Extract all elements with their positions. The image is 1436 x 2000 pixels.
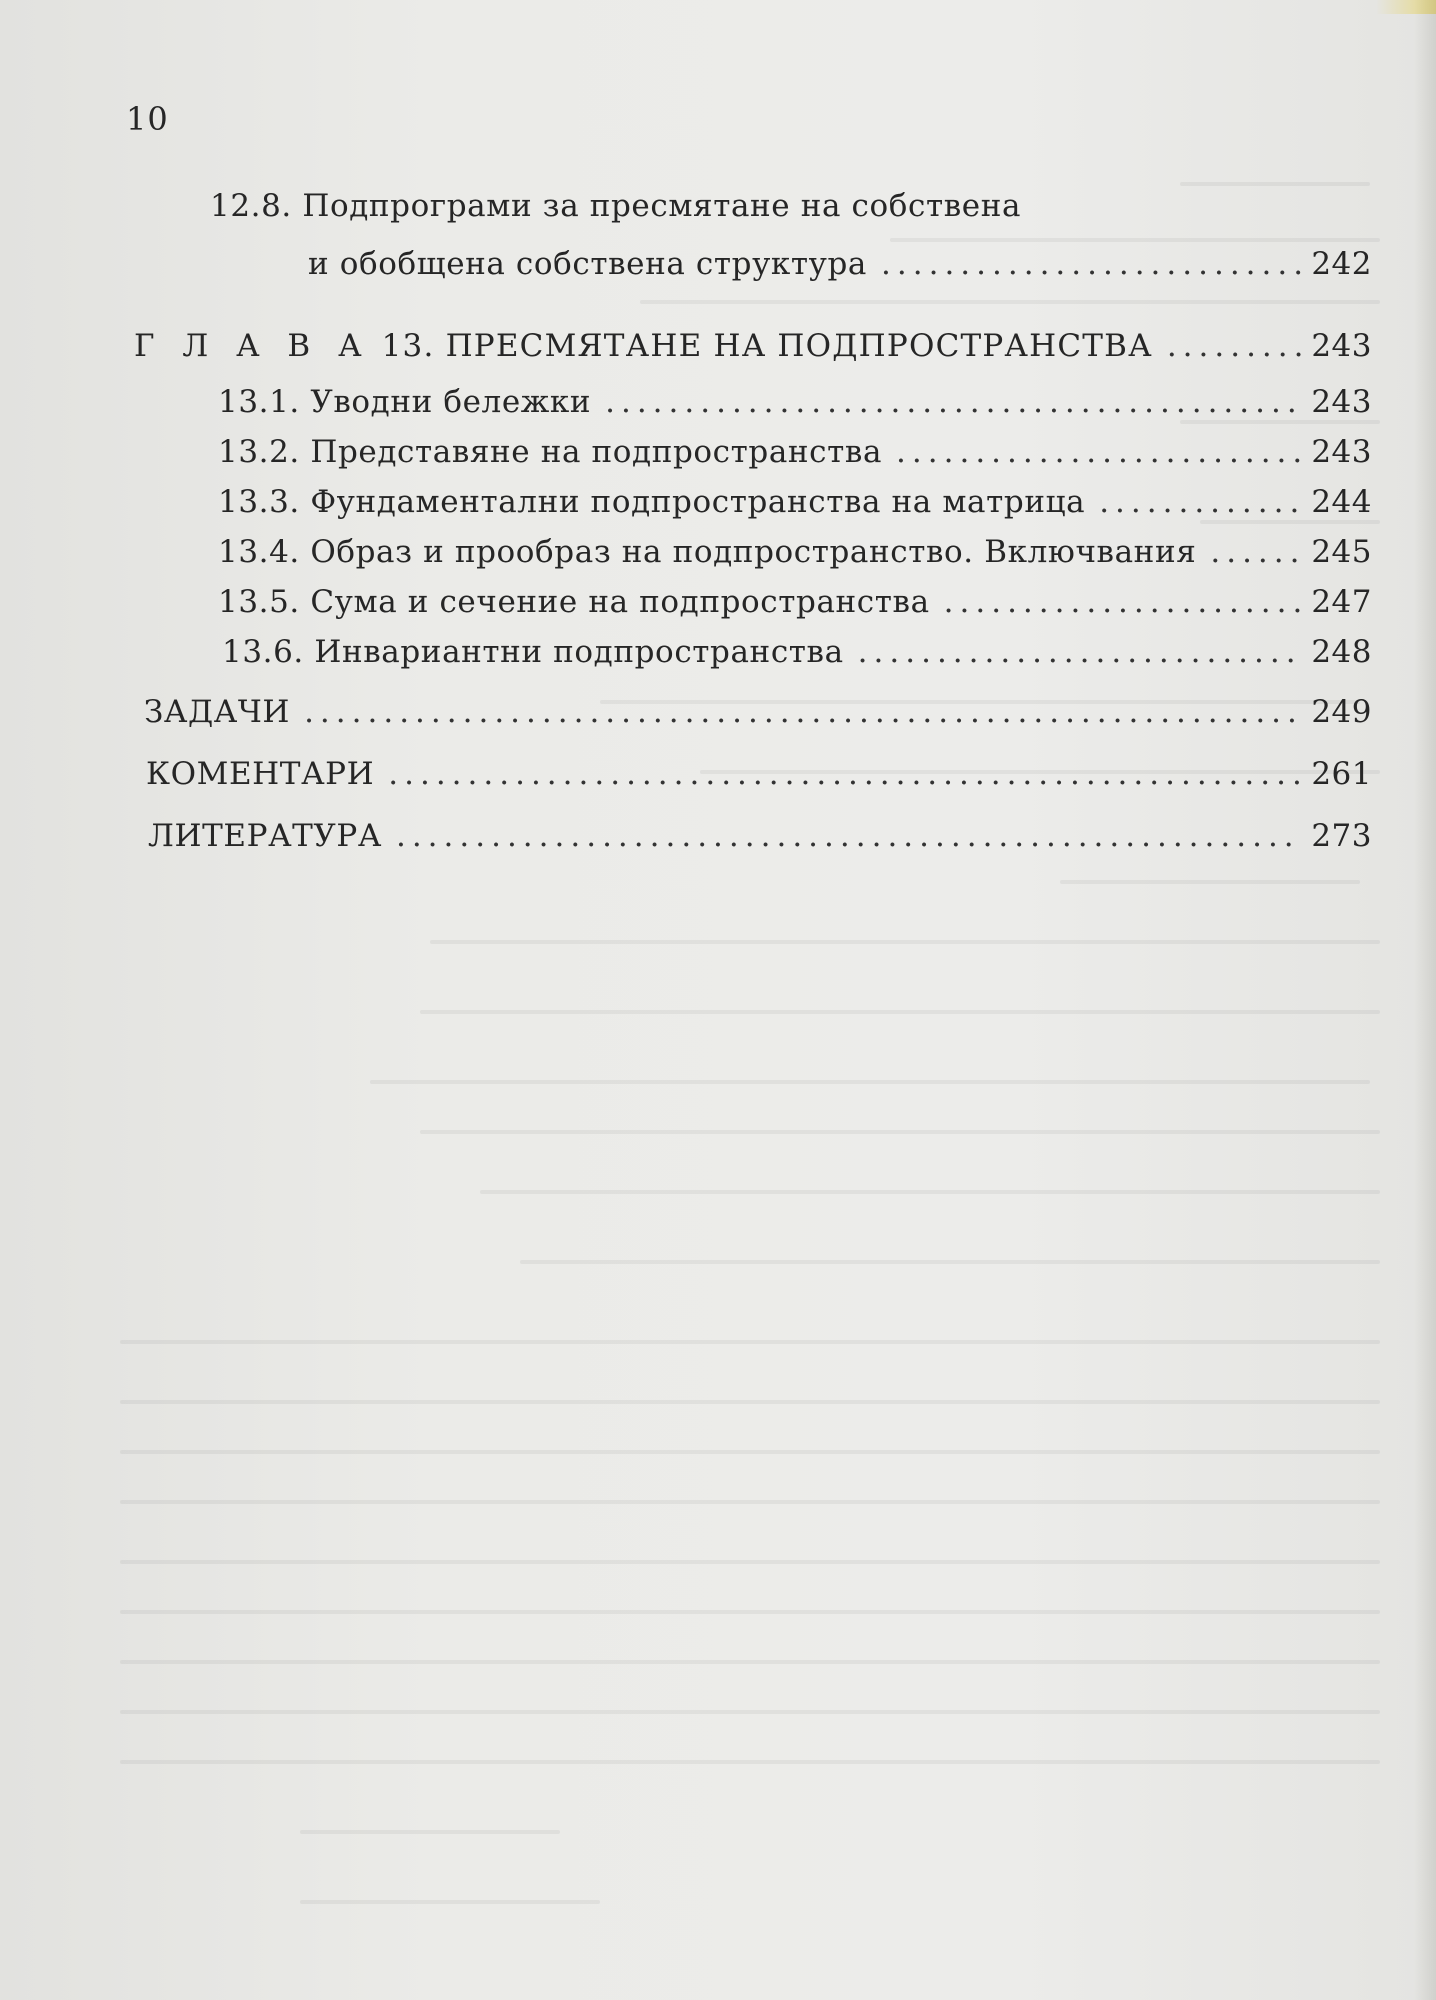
toc-entry-label: 13.4. Образ и прообраз на подпространство. Включвания <box>218 534 1197 570</box>
toc-entry-13-1[interactable] <box>218 384 1372 428</box>
toc-entry-13-3[interactable] <box>218 484 1372 528</box>
leader-dots <box>1210 534 1301 570</box>
toc-page-number: 244 <box>1311 484 1372 520</box>
page-edge-shadow <box>1414 0 1436 2000</box>
leader-dots <box>388 756 1301 792</box>
leader-dots <box>304 694 1301 730</box>
toc-entry-label: 13.2. Представяне на подпространства <box>218 434 883 470</box>
leader-dots <box>858 634 1302 670</box>
leader-dots <box>896 434 1301 470</box>
toc-entry-13-2[interactable] <box>218 434 1372 478</box>
leader-dots <box>944 584 1302 620</box>
toc-entry-13-5[interactable] <box>218 584 1372 628</box>
toc-page-number: 245 <box>1311 534 1372 570</box>
toc-entry-label: 13.5. Сума и сечение на подпространства <box>218 584 930 620</box>
toc-chapter-title: 13. ПРЕСМЯТАНЕ НА ПОДПРОСТРАНСТВА <box>381 328 1153 364</box>
toc-entry-comments[interactable] <box>146 756 1372 800</box>
toc-entry-12-8-line1: 12.8. Подпрограми за пресмятане на собствена <box>210 188 1022 224</box>
toc-page-number: 242 <box>1311 246 1372 282</box>
toc-page-number: 261 <box>1311 756 1372 792</box>
toc-entry-label: 13.6. Инвариантни подпространства <box>222 634 844 670</box>
leader-dots <box>1099 484 1301 520</box>
toc-entry-13-6[interactable] <box>222 634 1372 678</box>
toc-page-number: 243 <box>1311 328 1372 364</box>
toc-page-number: 243 <box>1311 384 1372 420</box>
toc-entry-13-4[interactable] <box>218 534 1372 578</box>
toc-page-number: 243 <box>1311 434 1372 470</box>
toc-entry-label: КОМЕНТАРИ <box>146 756 375 792</box>
toc-entry-literature[interactable] <box>148 818 1372 862</box>
chapter-prefix: Г Л А В А <box>134 328 371 364</box>
toc-entry-tasks[interactable] <box>144 694 1372 738</box>
leader-dots <box>605 384 1301 420</box>
toc-page-number: 273 <box>1311 818 1372 854</box>
toc-entry-label: 13.3. Фундаментални подпространства на матрица <box>218 484 1086 520</box>
toc-page-number: 249 <box>1311 694 1372 730</box>
toc-page-number: 247 <box>1311 584 1372 620</box>
leader-dots <box>396 818 1301 854</box>
toc-entry-label: 13.1. Уводни бележки <box>218 384 592 420</box>
toc-page-number: 248 <box>1311 634 1372 670</box>
leader-dots <box>881 246 1301 282</box>
leader-dots <box>1167 328 1302 364</box>
page-number: 10 <box>126 100 169 138</box>
toc-chapter-13[interactable] <box>134 328 1372 372</box>
toc-entry-label: и обобщена собствена структура <box>308 246 868 282</box>
toc-entry-label: ЗАДАЧИ <box>144 694 291 730</box>
toc-entry-12-8[interactable] <box>308 246 1372 290</box>
toc-entry-label: ЛИТЕРАТУРА <box>148 818 382 854</box>
